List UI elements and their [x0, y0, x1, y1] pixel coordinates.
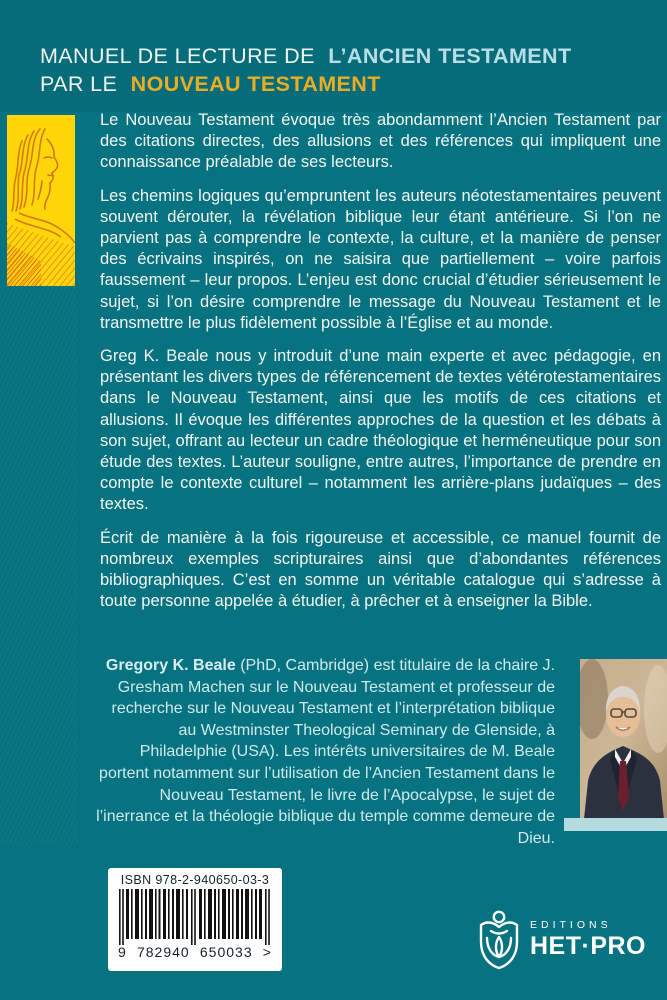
- title-block: [40, 42, 640, 98]
- title-line2-bold: NOUVEAU TESTAMENT: [130, 72, 381, 96]
- barcode-icon: [119, 889, 271, 945]
- isbn-label: ISBN 978-2-940650-03-3: [120, 873, 270, 887]
- publisher-name: HET·PRO: [530, 932, 646, 960]
- paragraph-2: Les chemins logiques qu’empruntent les auteurs néotestamentaires peuvent souvent dérouter, la révélation biblique leur étant antérieure. Si l’on ne parvient pas à comprendre le contexte, la culture, et la manière de penser des écrivains inspirés, on ne saisira que partiellement – voire parfois faussement – leur propos. L’enjeu est donc crucial d’étudier sérieusement le sujet, si l’on désire comprendre le message du Nouveau Testament et le transmettre le plus fidèlement possible à l’Église et au monde.: [100, 186, 661, 332]
- publisher-text: [530, 919, 646, 959]
- jesus-engraving-icon: [7, 115, 75, 286]
- author-portrait-icon: [580, 659, 667, 819]
- isbn-digits: [116, 944, 274, 960]
- title-line-2: [40, 70, 640, 98]
- paragraph-1: Le Nouveau Testament évoque très abondamment l’Ancien Testament par des citations directes, des allusions et des références qui impliquent une connaissance préalable de ses lecteurs.: [100, 111, 661, 172]
- isbn-digit-group-2: 782940: [136, 944, 190, 960]
- engraving-texture: [0, 286, 78, 846]
- title-line-1: [40, 42, 640, 70]
- jesus-engraving-panel: [7, 115, 75, 286]
- isbn-barcode-box: [108, 868, 282, 971]
- photo-underline-strip: [564, 818, 667, 831]
- het-pro-emblem-icon: [478, 908, 520, 970]
- paragraph-4: Écrit de manière à la fois rigoureuse et accessible, ce manuel fournit de nombreux exemples scripturaires ainsi que d’abondantes références bibliographiques. C’est en somme un véritable catalogue qui s’adresse à toute personne appelée à étudier, à prêcher et à enseigner la Bible.: [100, 528, 661, 611]
- author-bio: [93, 655, 555, 849]
- body-text: [100, 110, 661, 624]
- author-photo: [580, 659, 667, 819]
- author-bio-body: (PhD, Cambridge) est titulaire de la chaire J. Gresham Machen sur le Nouveau Testament et professeur de recherche sur le Nouveau Testament et l’interprétation biblique au Westminster Theological Seminary de Glenside, à Philadelphie (USA). Les intérêts universitaires de M. Beale portent notamment sur l’utilisation de l’Ancien Testament dans le Nouveau Testament, le livre de l’Apocalypse, le sujet de l’inerrance et la théologie biblique du temple comme demeure de Dieu.: [96, 657, 555, 847]
- isbn-digit-group-1: 9: [118, 944, 127, 960]
- author-name: Gregory K. Beale: [105, 657, 236, 674]
- title-line2-regular: PAR LE: [40, 72, 118, 96]
- publisher-logo: [478, 908, 646, 970]
- paragraph-3: Greg K. Beale nous y introduit d’une main experte et avec pédagogie, en présentant les divers types de référencement de textes vétérotestamentaires dans le Nouveau Testament, ainsi que les motifs de ces citations et allusions. Il évoque les différentes approches de la question et les débats à son sujet, offrant au lecteur un cadre théologique et herméneutique pour son étude des textes. L’auteur souligne, entre autres, l’importance de prendre en compte le contexte culturel – notamment les arrière-plans judaïques – des textes.: [100, 347, 661, 514]
- title-line1-regular: MANUEL DE LECTURE DE: [40, 44, 315, 68]
- author-bio-text: [93, 655, 555, 849]
- title-line1-bold: L’ANCIEN TESTAMENT: [328, 44, 572, 68]
- isbn-arrow: >: [262, 944, 272, 960]
- isbn-digit-group-3: 650033: [199, 944, 253, 960]
- publisher-editions-label: EDITIONS: [530, 919, 612, 931]
